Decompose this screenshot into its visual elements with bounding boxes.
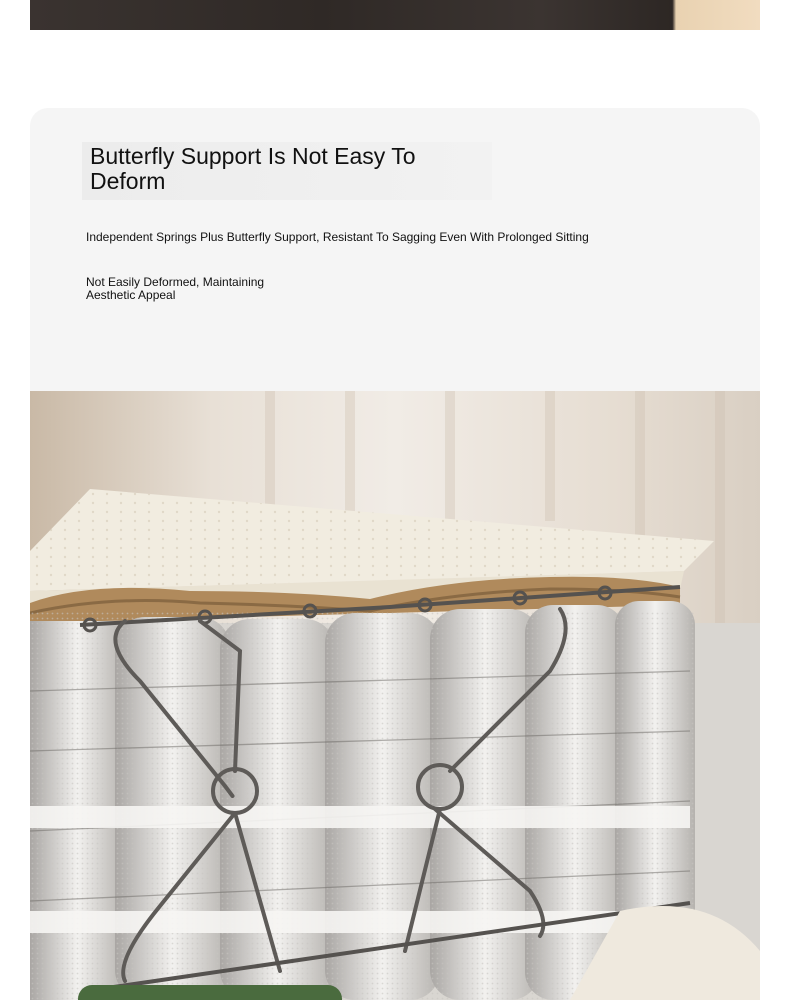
top-product-image	[30, 0, 760, 30]
feature-subdescription: Not Easily Deformed, Maintaining Aesthetic Appeal	[86, 275, 265, 302]
feature-headline: Butterfly Support Is Not Easy To Deform	[82, 142, 492, 200]
green-label-badge	[78, 985, 342, 1000]
feature-description: Independent Springs Plus Butterfly Support, Resistant To Sagging Even With Prolonged Sitting	[86, 230, 589, 244]
spring-mattress-photo	[30, 391, 760, 1000]
feature-card	[30, 108, 760, 1000]
